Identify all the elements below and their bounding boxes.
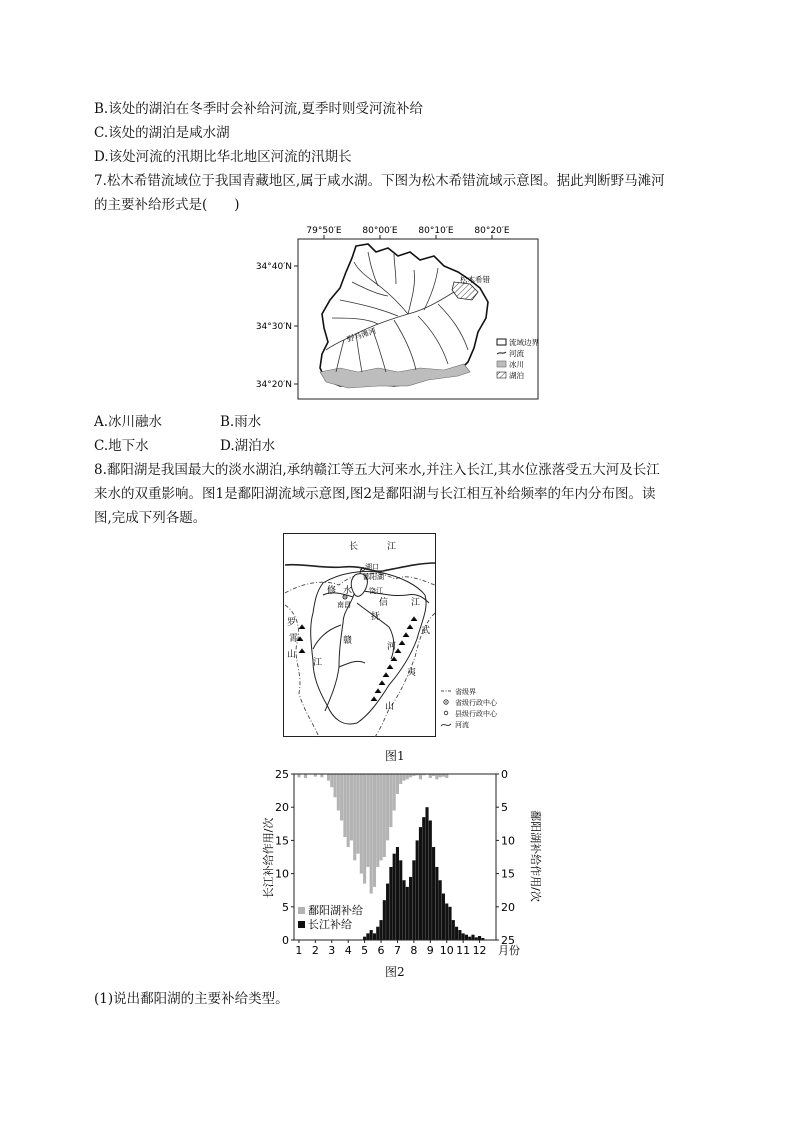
- yangtze-bar: [366, 933, 369, 940]
- x-tick-label: 5: [361, 944, 369, 957]
- poyang-bar: [337, 774, 340, 811]
- lon-label-1: 79°50′E: [306, 226, 342, 236]
- q6-option-d: D.该处河流的汛期比华北地区河流的汛期长: [94, 149, 352, 165]
- label-shui: 水: [343, 586, 353, 596]
- left-tick-label: 20: [275, 801, 289, 815]
- left-tick-label: 15: [275, 834, 289, 848]
- label-xiu: 修: [327, 586, 337, 596]
- x-unit-label: 月份: [498, 944, 520, 957]
- left-tick-label: 5: [282, 900, 289, 914]
- river-label: 野马滩河: [345, 326, 378, 344]
- yangtze-bar: [435, 867, 438, 940]
- yangtze-bar: [471, 935, 474, 940]
- poyang-bar: [419, 774, 422, 779]
- poyang-bar: [376, 774, 379, 867]
- label-xin: 信: [379, 598, 389, 608]
- q6-option-c: C.该处的湖泊是咸水湖: [94, 125, 230, 141]
- poyang-bar: [370, 774, 373, 894]
- yangtze-bar: [379, 920, 382, 940]
- yangtze-bar: [462, 933, 465, 940]
- x-tick-label: 2: [311, 944, 319, 957]
- yangtze-bar: [370, 930, 373, 940]
- left-tick-label: 25: [275, 768, 289, 781]
- poyang-bar: [366, 774, 369, 867]
- left-tick-label: 10: [275, 867, 289, 881]
- q6-option-b: B.该处的湖泊在冬季时会补给河流,夏季时则受河流补给: [94, 101, 424, 117]
- legend-poyang-swatch: [298, 907, 305, 914]
- yangtze-bar: [402, 880, 405, 940]
- poyang-bar: [333, 774, 336, 797]
- right-axis-label: 鄱阳湖补给作用/次: [529, 810, 542, 902]
- poyang-bar: [356, 774, 359, 854]
- poyang-bar: [340, 774, 343, 820]
- poyang-bar: [389, 774, 392, 827]
- q7-option-a: A.冰川融水: [94, 414, 163, 430]
- poyang-bar: [445, 774, 448, 778]
- yangtze-bar: [455, 927, 458, 940]
- yangtze-bar: [412, 860, 415, 940]
- yangtze-bar: [416, 840, 419, 940]
- label-yi: 夷: [407, 668, 417, 678]
- lake-label: 松木希错: [460, 275, 490, 284]
- lat-label-2: 34°30′N: [255, 322, 292, 332]
- label-chang: 长: [349, 542, 359, 552]
- label-gan-jiang: 江: [313, 658, 323, 668]
- x-tick-label: 12: [472, 944, 487, 957]
- fig1-caption: 图1: [385, 749, 405, 763]
- x-tick-label: 7: [393, 944, 401, 957]
- label-gan: 赣: [343, 636, 353, 646]
- x-tick-label: 6: [377, 944, 385, 957]
- poyang-bar: [350, 774, 353, 840]
- poyang-bar: [406, 774, 409, 779]
- right-tick-label: 5: [501, 801, 508, 815]
- yangtze-bar: [376, 927, 379, 940]
- fig1-frame: [284, 534, 436, 737]
- q8-stem-line1: 8.鄱阳湖是我国最大的淡水湖泊,承纳赣江等五大河来水,并注入长江,其水位涨落受五大河及长江: [94, 462, 660, 478]
- label-nanchang: 南昌: [337, 601, 351, 609]
- legend-yangtze-swatch: [298, 921, 305, 928]
- poyang-bar: [363, 774, 366, 884]
- yangtze-bar: [406, 887, 409, 940]
- label-fu: 抚: [371, 612, 381, 622]
- legend-lake: 湖泊: [509, 371, 524, 380]
- right-tick-label: 25: [501, 934, 515, 947]
- q7-basin-map: [248, 222, 548, 402]
- yangtze-bar: [389, 867, 392, 940]
- x-tick-label: 11: [456, 944, 471, 957]
- fig1-poyang-basin-map: [283, 533, 523, 743]
- x-tick-label: 8: [410, 944, 418, 957]
- yangtze-bar: [399, 860, 402, 940]
- label-raojiang: 饶江: [369, 587, 383, 595]
- x-tick-label: 4: [344, 944, 352, 957]
- left-tick-label: 0: [282, 934, 289, 947]
- label-poyang: 鄱阳湖: [363, 573, 384, 581]
- legend-county-center: 县级行政中心: [455, 710, 497, 718]
- q7-option-b: B.雨水: [220, 414, 262, 430]
- label-he: 河: [387, 642, 397, 652]
- x-tick-label: 10: [439, 944, 454, 957]
- legend-border: 省级界: [455, 688, 476, 696]
- lon-label-2: 80°00′E: [362, 226, 398, 236]
- label-hukou: 湖口: [365, 563, 379, 571]
- poyang-bar: [393, 774, 396, 811]
- lat-label-3: 34°20′N: [255, 380, 292, 390]
- poyang-bar: [353, 774, 356, 860]
- poyang-bar: [347, 774, 350, 847]
- poyang-bar: [327, 774, 330, 781]
- yangtze-bar: [393, 854, 396, 940]
- poyang-bar: [386, 774, 389, 840]
- label-wuyi-shan: 山: [385, 702, 395, 712]
- legend-prov-center: 省级行政中心: [455, 699, 497, 707]
- yangtze-bar: [373, 933, 376, 940]
- yangtze-bar: [383, 900, 386, 940]
- label-wu: 武: [421, 626, 431, 636]
- x-tick-label: 9: [426, 944, 434, 957]
- yangtze-bar: [419, 827, 422, 940]
- poyang-bar: [330, 774, 333, 787]
- yangtze-bar: [396, 847, 399, 940]
- right-tick-label: 0: [501, 768, 508, 781]
- label-jiang: 江: [387, 542, 397, 552]
- legend-poyang-label: 鄱阳湖补给: [308, 904, 363, 917]
- q7-stem-line1: 7.松木希错流域位于我国青藏地区,属于咸水湖。下图为松木希错流域示意图。据此判断野马滩河: [94, 173, 665, 189]
- legend-river: 河流: [509, 349, 524, 358]
- yangtze-bar: [442, 894, 445, 940]
- q7-option-d: D.湖泊水: [220, 438, 276, 454]
- fig2-supply-frequency-chart: [256, 764, 546, 964]
- q7-stem-line2: 的主要补给形式是( ): [94, 197, 240, 213]
- right-tick-label: 20: [501, 900, 515, 914]
- yangtze-bar: [422, 817, 425, 940]
- legend-river-line: 河流: [455, 721, 469, 729]
- poyang-bar: [429, 774, 432, 778]
- q8-sub1: (1)说出鄱阳湖的主要补给类型。: [94, 991, 289, 1007]
- yangtze-bar: [439, 880, 442, 940]
- lon-label-3: 80°10′E: [418, 226, 454, 236]
- poyang-bar: [379, 774, 382, 860]
- poyang-bar: [435, 774, 438, 779]
- label-xiao: 霄: [289, 634, 299, 644]
- right-tick-label: 15: [501, 867, 515, 881]
- yangtze-bar: [465, 935, 468, 940]
- legend-glacier: 冰川: [509, 360, 524, 369]
- legend-boundary: 流域边界: [509, 338, 539, 347]
- poyang-bar: [396, 774, 399, 794]
- poyang-bar: [343, 774, 346, 837]
- yangtze-bar: [386, 884, 389, 940]
- fig1-legend: [441, 687, 498, 729]
- yangtze-bar: [425, 807, 428, 940]
- yangtze-bar: [409, 877, 412, 940]
- poyang-bar: [383, 774, 386, 857]
- label-luo-shan: 山: [287, 650, 297, 660]
- poyang-bar: [399, 774, 402, 784]
- legend-yangtze-label: 长江补给: [308, 918, 352, 931]
- fig2-caption: 图2: [385, 965, 405, 979]
- right-tick-label: 10: [501, 834, 515, 848]
- poyang-bar: [360, 774, 363, 874]
- q8-stem-line2: 来水的双重影响。图1是鄱阳湖流域示意图,图2是鄱阳湖与长江相互补给频率的年内分布图。读: [94, 486, 656, 502]
- q8-stem-line3: 图,完成下列各题。: [94, 510, 207, 526]
- yangtze-bar: [445, 903, 448, 940]
- left-axis-label: 长江补给作用/次: [262, 817, 275, 899]
- poyang-bar: [402, 774, 405, 781]
- label-luo: 罗: [287, 618, 297, 628]
- yangtze-bar: [452, 920, 455, 940]
- lat-label-1: 34°40′N: [255, 262, 292, 272]
- x-tick-label: 3: [328, 944, 336, 957]
- x-tick-label: 1: [295, 944, 303, 957]
- yangtze-bar: [458, 930, 461, 940]
- yangtze-bar: [432, 847, 435, 940]
- yangtze-bar: [448, 907, 451, 940]
- yangtze-bar: [429, 820, 432, 940]
- poyang-bar: [373, 774, 376, 887]
- yangtze-bar: [478, 936, 481, 940]
- lon-label-4: 80°20′E: [474, 226, 510, 236]
- poyang-bar: [304, 774, 307, 778]
- q7-option-c: C.地下水: [94, 438, 149, 454]
- label-xin-jiang: 江: [411, 598, 421, 608]
